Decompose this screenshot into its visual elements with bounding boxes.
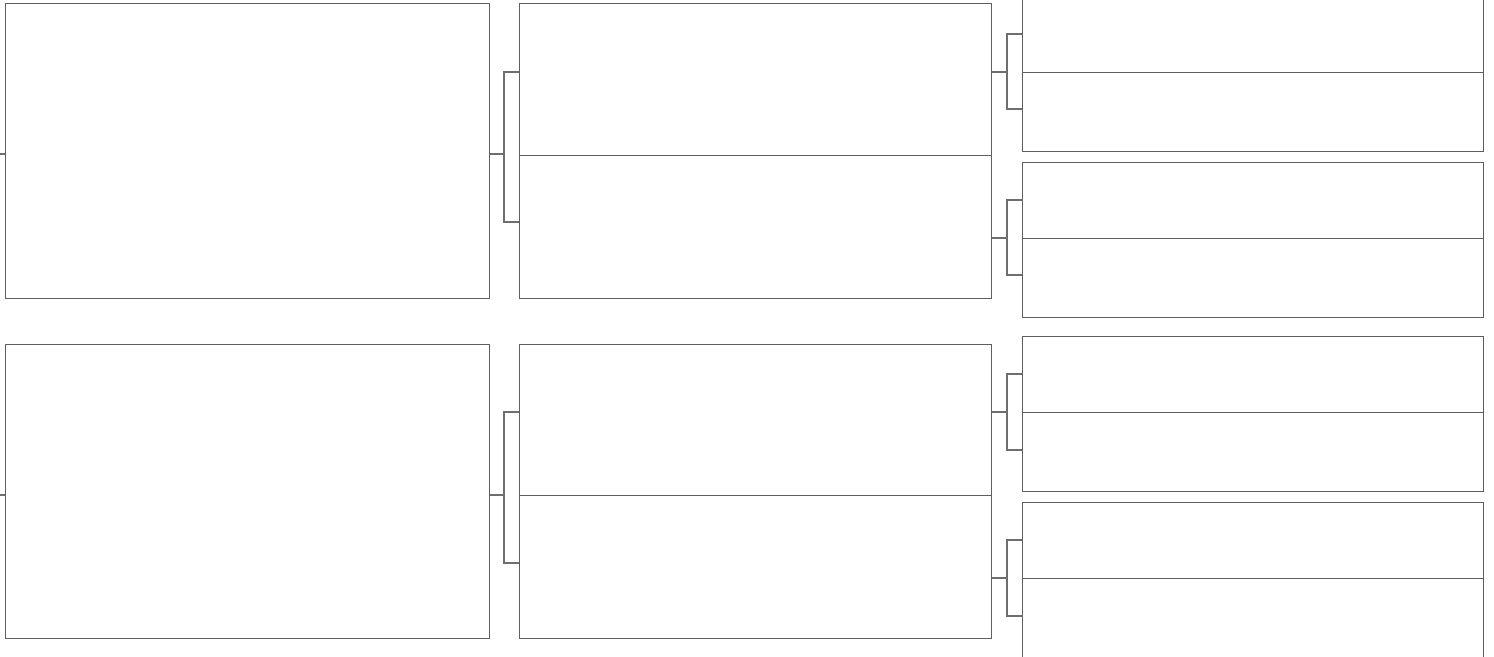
connector-line [1007, 374, 1022, 450]
bracket-2-round-2-slot-top[interactable] [520, 345, 991, 495]
connector-line [1007, 200, 1022, 275]
connector-line [504, 412, 519, 563]
bracket-2-round-3-box-b [1022, 502, 1484, 657]
bracket-1-round-2-box [519, 3, 992, 299]
bracket-1-round-3b-slot-top[interactable] [1023, 163, 1483, 238]
connector-line [504, 72, 519, 222]
bracket-2-round-3b-slot-bottom[interactable] [1023, 579, 1483, 657]
connector-line [1007, 34, 1022, 109]
bracket-1-round-3-box-a [1022, 0, 1484, 152]
bracket-1-round-2-slot-bottom[interactable] [520, 156, 991, 298]
bracket-1-round-3b-slot-bottom[interactable] [1023, 239, 1483, 317]
bracket-2-round-3b-slot-top[interactable] [1023, 503, 1483, 578]
bracket-1-round-3a-slot-bottom[interactable] [1023, 73, 1483, 151]
bracket-2-round-3-box-a [1022, 336, 1484, 492]
bracket-1-round-3a-slot-top[interactable] [1023, 0, 1483, 72]
bracket-2-round-2-slot-bottom[interactable] [520, 496, 991, 638]
bracket-1-round-3-box-b [1022, 162, 1484, 318]
bracket-2-round-3a-slot-top[interactable] [1023, 337, 1483, 412]
connector-line [1007, 540, 1022, 616]
bracket-2-round-1-box [5, 344, 490, 639]
bracket-2-round-3a-slot-bottom[interactable] [1023, 413, 1483, 491]
bracket-1-round-1-box [5, 3, 490, 299]
bracket-1-round-1-slot[interactable] [6, 4, 489, 298]
bracket-1-round-2-slot-top[interactable] [520, 4, 991, 155]
bracket-2-round-1-slot[interactable] [6, 345, 489, 638]
bracket-2-round-2-box [519, 344, 992, 639]
